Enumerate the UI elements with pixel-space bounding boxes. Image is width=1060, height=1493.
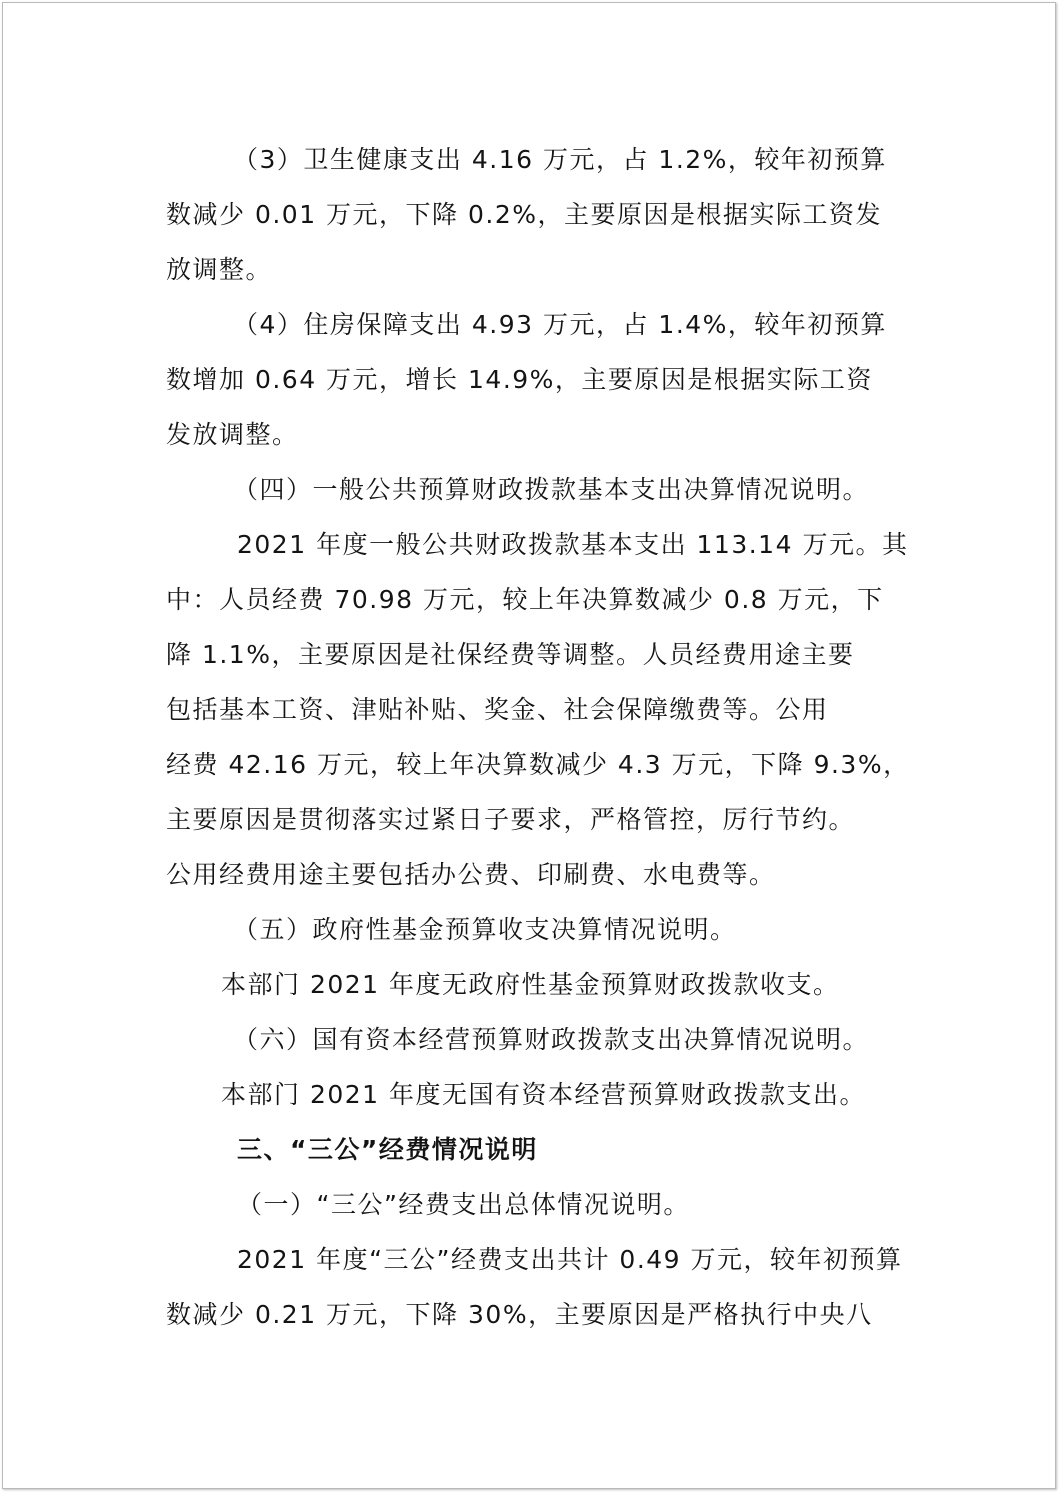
text-line: 主要原因是贯彻落实过紧日子要求，严格管控，厉行节约。 (166, 805, 856, 834)
text-line: （3）卫生健康支出 4.16 万元，占 1.2%，较年初预算 (233, 145, 887, 174)
text-line: 发放调整。 (166, 420, 299, 449)
text-line: 2021 年度一般公共财政拨款基本支出 113.14 万元。其 (237, 530, 909, 559)
text-line: 数减少 0.21 万元，下降 30%，主要原因是严格执行中央八 (166, 1300, 873, 1329)
text-line: 数增加 0.64 万元，增长 14.9%，主要原因是根据实际工资 (166, 365, 873, 394)
text-line: 公用经费用途主要包括办公费、印刷费、水电费等。 (166, 860, 776, 889)
text-line: 经费 42.16 万元，较上年决算数减少 4.3 万元，下降 9.3%， (166, 750, 910, 779)
text-line: （4）住房保障支出 4.93 万元，占 1.4%，较年初预算 (233, 310, 887, 339)
text-line: 中：人员经费 70.98 万元，较上年决算数减少 0.8 万元，下 (166, 585, 884, 614)
text-line: 本部门 2021 年度无国有资本经营预算财政拨款支出。 (221, 1080, 867, 1109)
chapter-heading: 三、“三公”经费情况说明 (237, 1135, 538, 1164)
text-line: 数减少 0.01 万元，下降 0.2%，主要原因是根据实际工资发 (166, 200, 883, 229)
text-line: 放调整。 (166, 255, 273, 284)
text-line: 2021 年度“三公”经费支出共计 0.49 万元，较年初预算 (237, 1245, 903, 1274)
text-line: 本部门 2021 年度无政府性基金预算财政拨款收支。 (221, 970, 840, 999)
section-heading: （六）国有资本经营预算财政拨款支出决算情况说明。 (233, 1025, 870, 1054)
section-heading: （一）“三公”经费支出总体情况说明。 (237, 1190, 690, 1219)
section-heading: （五）政府性基金预算收支决算情况说明。 (233, 915, 737, 944)
section-heading: （四）一般公共预算财政拨款基本支出决算情况说明。 (233, 475, 870, 504)
text-line: 降 1.1%，主要原因是社保经费等调整。人员经费用途主要 (166, 640, 855, 669)
text-line: 包括基本工资、津贴补贴、奖金、社会保障缴费等。公用 (166, 695, 829, 724)
